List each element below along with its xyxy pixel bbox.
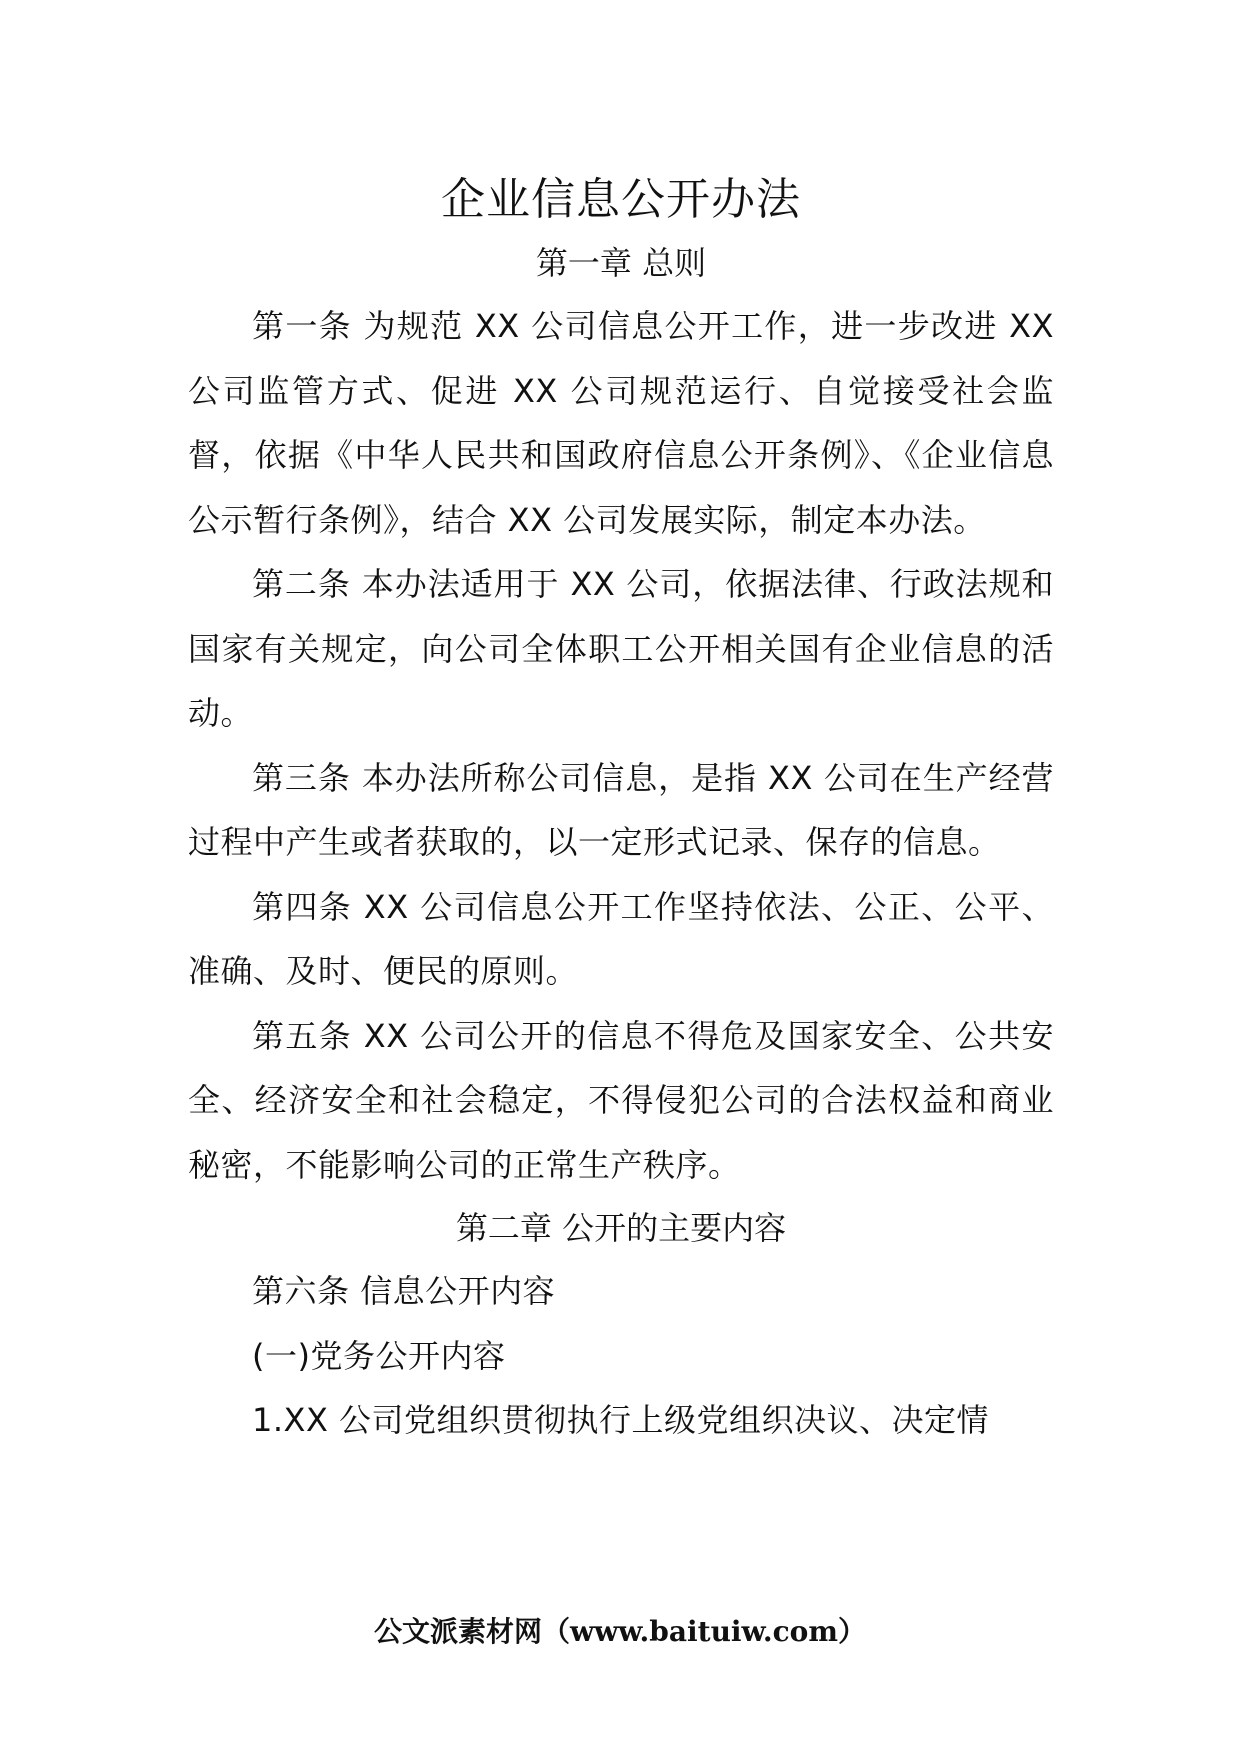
article-6: 第六条 信息公开内容 — [252, 1272, 556, 1310]
article-3: 第三条 本办法所称公司信息，是指 XX 公司在生产经营过程中产生或者获取的，以一定形式记录、保存的信息。 — [188, 758, 1054, 861]
section-party-affairs: (一)党务公开内容 — [252, 1336, 506, 1375]
list-item-1: 1.XX 公司党组织贯彻执行上级党组织决议、决定情 — [252, 1401, 990, 1439]
article-4: 第四条 XX 公司信息公开工作坚持依法、公正、公平、准确、及时、便民的原则。 — [188, 887, 1054, 990]
article-2: 第二条 本办法适用于 XX 公司，依据法律、行政法规和国家有关规定，向公司全体职工公开相关国有企业信息的活动。 — [188, 565, 1054, 732]
article-5: 第五条 XX 公司公开的信息不得危及国家安全、公共安全、经济安全和社会稳定，不得侵犯公司的合法权益和商业秘密，不能影响公司的正常生产秩序。 — [188, 1016, 1054, 1184]
chapter-heading-2: 第二章 公开的主要内容 — [455, 1209, 787, 1247]
document-body — [188, 168, 1054, 1453]
document-title: 企业信息公开办法 — [441, 174, 801, 225]
chapter-heading-1: 第一章 总则 — [535, 244, 707, 282]
footer-watermark: 公文派素材网（www.baituiw.com） — [374, 1615, 866, 1648]
article-1: 第一条 为规范 XX 公司信息公开工作，进一步改进 XX 公司监管方式、促进 XX 公司规范运行、自觉接受社会监督，依据《中华人民共和国政府信息公开条例》、《企业信息公示暂行条例》，结合 XX 公司发展实际，制定本办法。 — [188, 307, 1054, 539]
